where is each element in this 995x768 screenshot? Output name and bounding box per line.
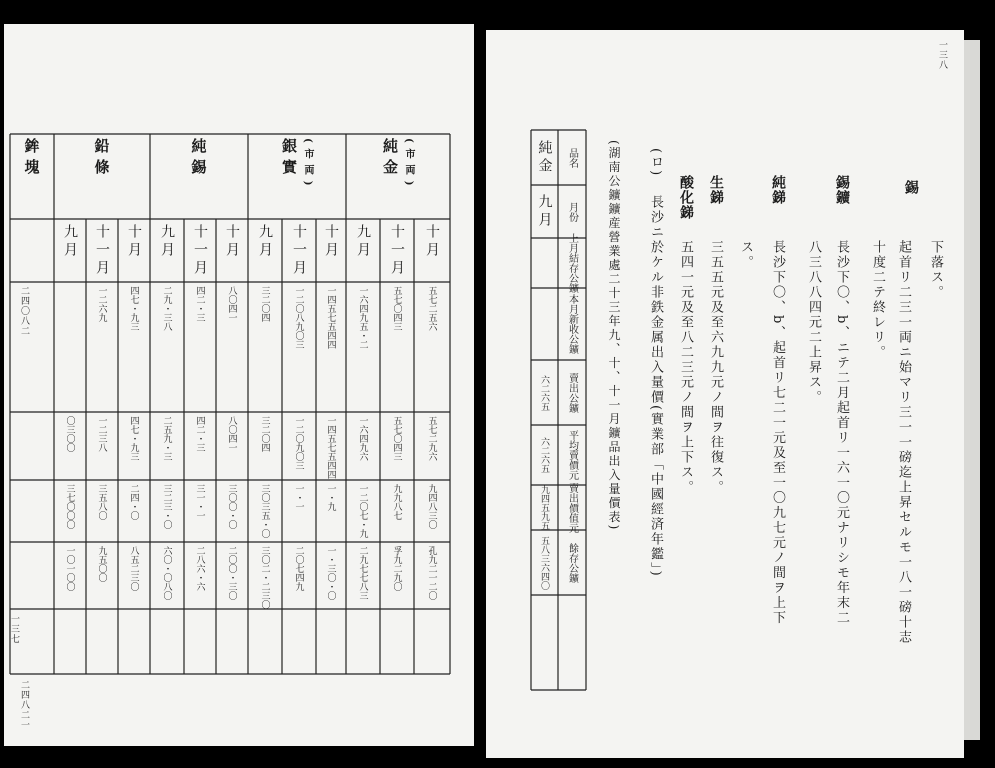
text-line: ス。 bbox=[738, 240, 753, 270]
text-line: 三五五元及至六九九元ノ間ヲ往復ス。 bbox=[708, 240, 723, 495]
text-line: 起首リ二三一両ニ始マリ三一一磅迄上昇セルモ一八一磅十志 bbox=[896, 240, 911, 645]
month-cell: 十月 bbox=[323, 224, 339, 260]
item-heading-antimony-oxide: 酸化銻 bbox=[678, 175, 694, 220]
table-cell-value: 三一・一 bbox=[194, 484, 205, 520]
text-line: 五四一元及至八二三元ノ間ヲ上下ス。 bbox=[678, 240, 693, 495]
table-cell-value: 二八六・六 bbox=[194, 546, 205, 591]
right-table-value: 九四五九五 bbox=[539, 485, 549, 530]
header-pure-tin: 純錫 bbox=[189, 138, 208, 180]
table-cell-value: 八〇四一 bbox=[226, 286, 237, 322]
header-zinc-ingots: 鉾塊 bbox=[22, 138, 41, 180]
table-cell-value: 一二〇八九〇三 bbox=[293, 286, 304, 349]
table-cell-value: 二五九・三 bbox=[161, 416, 172, 461]
table-cell-value: 五七〇四三 bbox=[391, 286, 402, 331]
table-cell-value: 一六四九六 bbox=[357, 416, 368, 461]
right-table-value: 五八三六四〇 bbox=[539, 535, 549, 590]
table-cell-value: 九五〇〇 bbox=[96, 546, 107, 582]
table-cell-value: 五七二五六 bbox=[426, 286, 437, 331]
text-line: 八三八八四元二上昇ス。 bbox=[806, 240, 821, 405]
table-cell-value: 二〇七四九 bbox=[293, 546, 304, 591]
right-table-header: 賣出價值元 bbox=[566, 482, 578, 533]
table-cell-value: 二四・〇 bbox=[128, 484, 139, 520]
table-cell-value: 一六四九五・二 bbox=[357, 286, 368, 349]
table-cell-value bbox=[54, 286, 86, 410]
text-line: 長沙下〇、b、起首リ七二一元及至一〇九七元ノ間ヲ上下 bbox=[770, 240, 785, 626]
table-cell-value: 三〇三五・〇 bbox=[259, 484, 270, 538]
table-cell-value: 四七・九三 bbox=[128, 416, 139, 461]
table-cell-value: 三〇二・二三〇 bbox=[259, 546, 270, 609]
table-cell-value: 五七二九六 bbox=[426, 416, 437, 461]
item-heading-pure-antimony: 純銻 bbox=[770, 175, 786, 205]
month-cell: 九月 bbox=[159, 224, 175, 260]
right-table-header: 月份 bbox=[566, 201, 578, 222]
month-cell: 十一月 bbox=[192, 224, 208, 278]
table-cell-value: 一二〇七・九 bbox=[357, 484, 368, 538]
item-heading-raw-antimony: 生銻 bbox=[708, 175, 724, 205]
table-cell-value: 八〇四一 bbox=[226, 416, 237, 452]
table-cell-value: 〇三〇〇 bbox=[64, 416, 75, 452]
right-page-number: 一三八 bbox=[937, 40, 947, 70]
table-cell-value: 三〇〇・〇 bbox=[226, 484, 237, 529]
table-cell-value: 八五二三〇 bbox=[128, 546, 139, 591]
table-cell-value: 一〇一〇〇 bbox=[64, 546, 75, 591]
table-cell-value: 四七・九三 bbox=[128, 286, 139, 331]
right-table-header: 上月結存公鑛 bbox=[566, 233, 578, 293]
table-cell-value: 二九七七八三 bbox=[357, 546, 368, 600]
section-title: 長沙ニ於ケル非鉄金属出入量價(實業部「中國經済年鑑」) bbox=[648, 195, 663, 578]
table-cell-value: 孔九二一二〇 bbox=[426, 546, 437, 600]
month-cell: 十一月 bbox=[291, 224, 307, 278]
table-cell-value: 一二三八 bbox=[96, 416, 107, 452]
table-cell-value: 四二・三 bbox=[194, 286, 205, 322]
zinc-last-value: 二四八二一 bbox=[19, 680, 29, 730]
header-pure-gold: 純金 (市両) bbox=[381, 138, 414, 192]
right-table-header: 賣出公鑛 bbox=[566, 372, 578, 413]
month-cell: 九月 bbox=[257, 224, 273, 260]
table-cell-value: 三二三・〇 bbox=[161, 484, 172, 529]
text-line: 長沙下〇、b、ニテ二月起首リ一六一〇元ナリシモ年末二 bbox=[834, 240, 849, 626]
table-cell-value: 一四五七五四四 bbox=[325, 286, 336, 349]
right-table-header: 平均賣價元 bbox=[566, 430, 578, 480]
table-cell-value: 三七〇〇〇 bbox=[64, 484, 75, 529]
section-marker: (ロ) bbox=[648, 148, 663, 178]
table-cell-value: 六〇・〇八〇 bbox=[161, 546, 172, 600]
right-table-month: 九月 bbox=[536, 193, 553, 230]
table-cell-value: 一二六九 bbox=[96, 286, 107, 322]
right-table-header: 本月新收公鑛 bbox=[566, 294, 578, 354]
header-lead-bars: 鉛條 bbox=[92, 138, 111, 180]
table-cell-value: 孚九二九〇 bbox=[391, 546, 402, 591]
left-page-number: 一三七 bbox=[9, 614, 19, 644]
month-cell: 十月 bbox=[224, 224, 240, 260]
month-cell: 十月 bbox=[126, 224, 142, 260]
month-cell: 九月 bbox=[62, 224, 78, 260]
table-cell-value: 四二・三 bbox=[194, 416, 205, 452]
month-cell: 十一月 bbox=[389, 224, 405, 278]
right-table-header: 餘存公鑛 bbox=[566, 542, 578, 583]
table-cell-value: 九四八三〇 bbox=[426, 484, 437, 529]
item-heading-tin: 錫 bbox=[903, 180, 919, 195]
text-line: 下落ス。 bbox=[928, 240, 943, 300]
right-table-value: 六二六五 bbox=[539, 374, 549, 411]
month-cell: 十一月 bbox=[94, 224, 110, 278]
right-page bbox=[486, 30, 964, 758]
table-cell-value: 二九・三八 bbox=[161, 286, 172, 331]
table-cell-value: 三五八〇 bbox=[96, 484, 107, 520]
right-table-value: 六二六五 bbox=[539, 437, 549, 473]
table-cell-value: 一・九 bbox=[325, 484, 336, 511]
table-cell-value: 一四五七五四四 bbox=[325, 416, 336, 479]
text-line: 十度二テ終レリ。 bbox=[870, 240, 885, 360]
right-table-value bbox=[531, 599, 558, 686]
right-table-product: 純金 bbox=[536, 139, 553, 176]
table-caption: (湖南公鑛鑛産營業處二十三年九、十、十一月鑛品出入量價表) bbox=[607, 140, 621, 532]
table-cell-value: 九九八七 bbox=[391, 484, 402, 520]
table-cell-value: 一・一 bbox=[293, 484, 304, 511]
right-table-value bbox=[531, 292, 558, 356]
table-cell-value: 一・三〇・〇 bbox=[325, 546, 336, 600]
table-cell-value: 三二〇四 bbox=[259, 416, 270, 452]
header-silver: 銀實 (市両) bbox=[280, 138, 313, 192]
zinc-first-value: 二四〇八二 bbox=[19, 286, 29, 336]
month-cell: 十月 bbox=[424, 224, 440, 260]
table-cell-value: 三二〇四 bbox=[259, 286, 270, 322]
item-heading-tin-ore: 錫鑛 bbox=[834, 175, 850, 205]
table-cell-value: 二〇〇・三〇 bbox=[226, 546, 237, 600]
left-page bbox=[4, 24, 474, 746]
right-table-value bbox=[531, 242, 558, 284]
right-table-header: 品名 bbox=[566, 147, 578, 168]
month-cell: 九月 bbox=[355, 224, 371, 260]
table-cell-value: 一二〇九〇三 bbox=[293, 416, 304, 470]
table-cell-value: 五七〇四三 bbox=[391, 416, 402, 461]
